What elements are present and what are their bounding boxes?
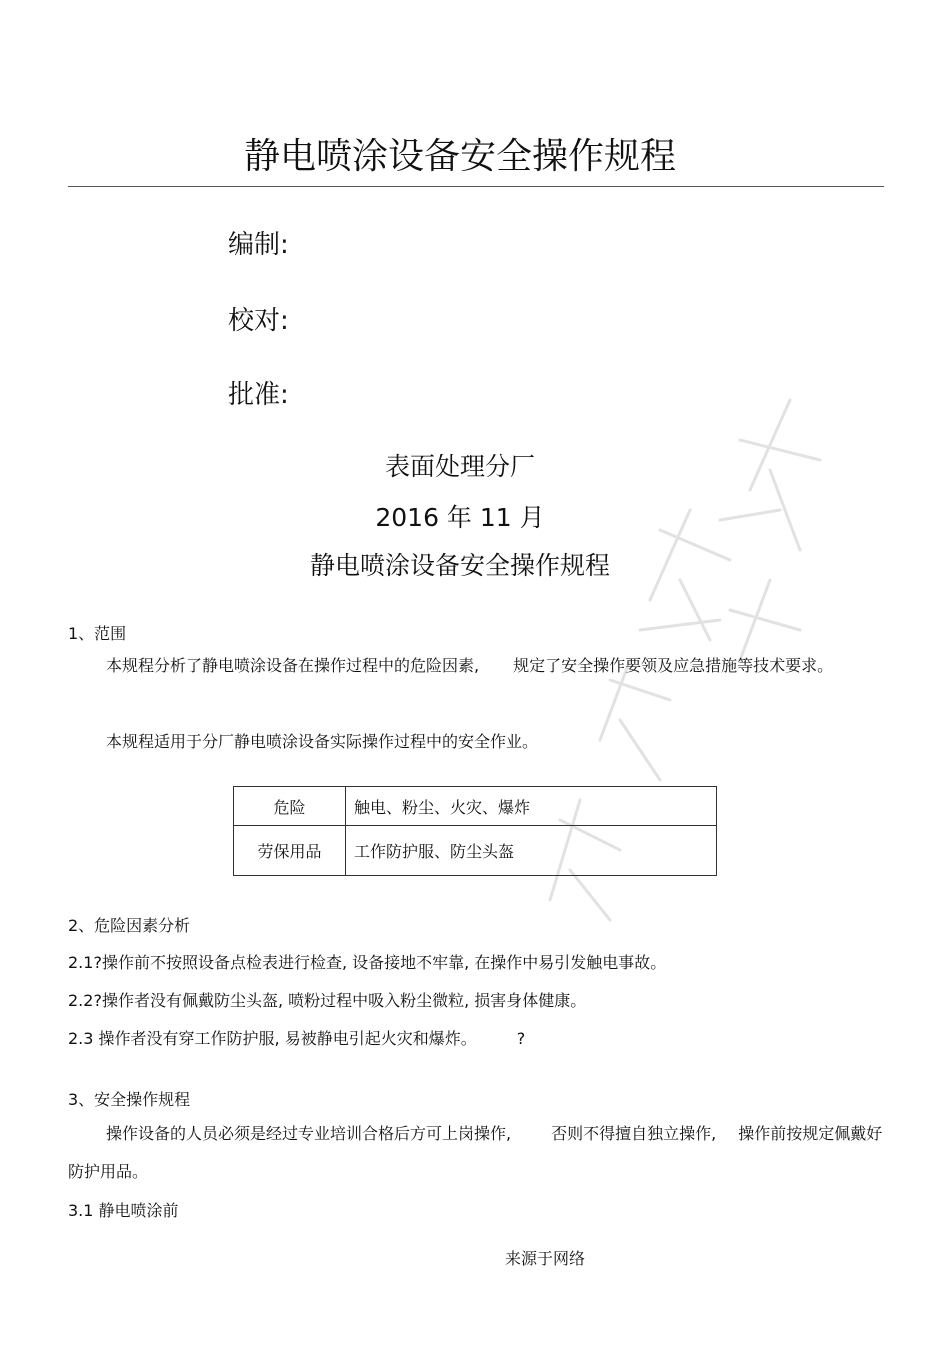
section-2-item-3 [68,1026,525,1049]
section-3-heading: 3、安全操作规程 [68,1090,191,1109]
section-3-paragraph [68,1115,883,1191]
field-checked: 校对: [228,306,289,336]
table-key-ppe: 劳保用品 [234,826,346,876]
section-1-heading: 1、范围 [68,624,127,643]
field-compiled: 编制: [228,230,289,260]
table-row [234,826,717,876]
section-3-1-heading: 3.1 静电喷涂前 [68,1201,179,1220]
section-1-paragraph-1-part-b: 规定了安全操作要领及应急措施等技术要求。 [513,656,834,675]
section-1-paragraph-2: 本规程适用于分厂静电喷涂设备实际操作过程中的安全作业。 [106,732,539,751]
section-1-paragraph-1 [68,647,883,685]
title-divider [68,186,884,187]
section-2-item-1: 2.1?操作前不按照设备点检表进行检查, 设备接地不牢靠, 在操作中易引发触电事故。 [68,953,667,972]
section-2-item-2: 2.2?操作者没有佩戴防尘头盔, 喷粉过程中吸入粉尘微粒, 损害身体健康。 [68,991,587,1010]
section-2-heading: 2、危险因素分析 [68,916,191,935]
department-name: 表面处理分厂 [384,452,535,481]
document-subtitle: 静电喷涂设备安全操作规程 [309,551,610,580]
section-2-item-3-text: 2.3 操作者没有穿工作防护服, 易被静电引起火灾和爆炸。 [68,1029,477,1048]
table-value-ppe: 工作防护服、防尘头盔 [346,826,717,876]
table-row [234,787,717,826]
section-3-paragraph-part-b: 否则不得擅自独立操作, [551,1124,717,1143]
document-title: 静电喷涂设备安全操作规程 [243,136,676,177]
section-3-paragraph-part-c: 操作前按规定佩戴好防护用品。 [68,1124,883,1181]
document-date: 2016 年 11 月 [375,503,545,532]
section-2-item-3-mark: ? [516,1029,526,1048]
hazard-table [233,786,717,876]
table-value-hazard: 触电、粉尘、火灾、爆炸 [346,787,717,826]
page-footer: 来源于网络 [504,1249,585,1268]
table-key-hazard: 危险 [234,787,346,826]
field-approved: 批准: [228,380,289,410]
section-1-paragraph-1-part-a: 本规程分析了静电喷涂设备在操作过程中的危险因素, [106,656,480,675]
section-3-paragraph-part-a: 操作设备的人员必须是经过专业培训合格后方可上岗操作, [106,1124,512,1143]
